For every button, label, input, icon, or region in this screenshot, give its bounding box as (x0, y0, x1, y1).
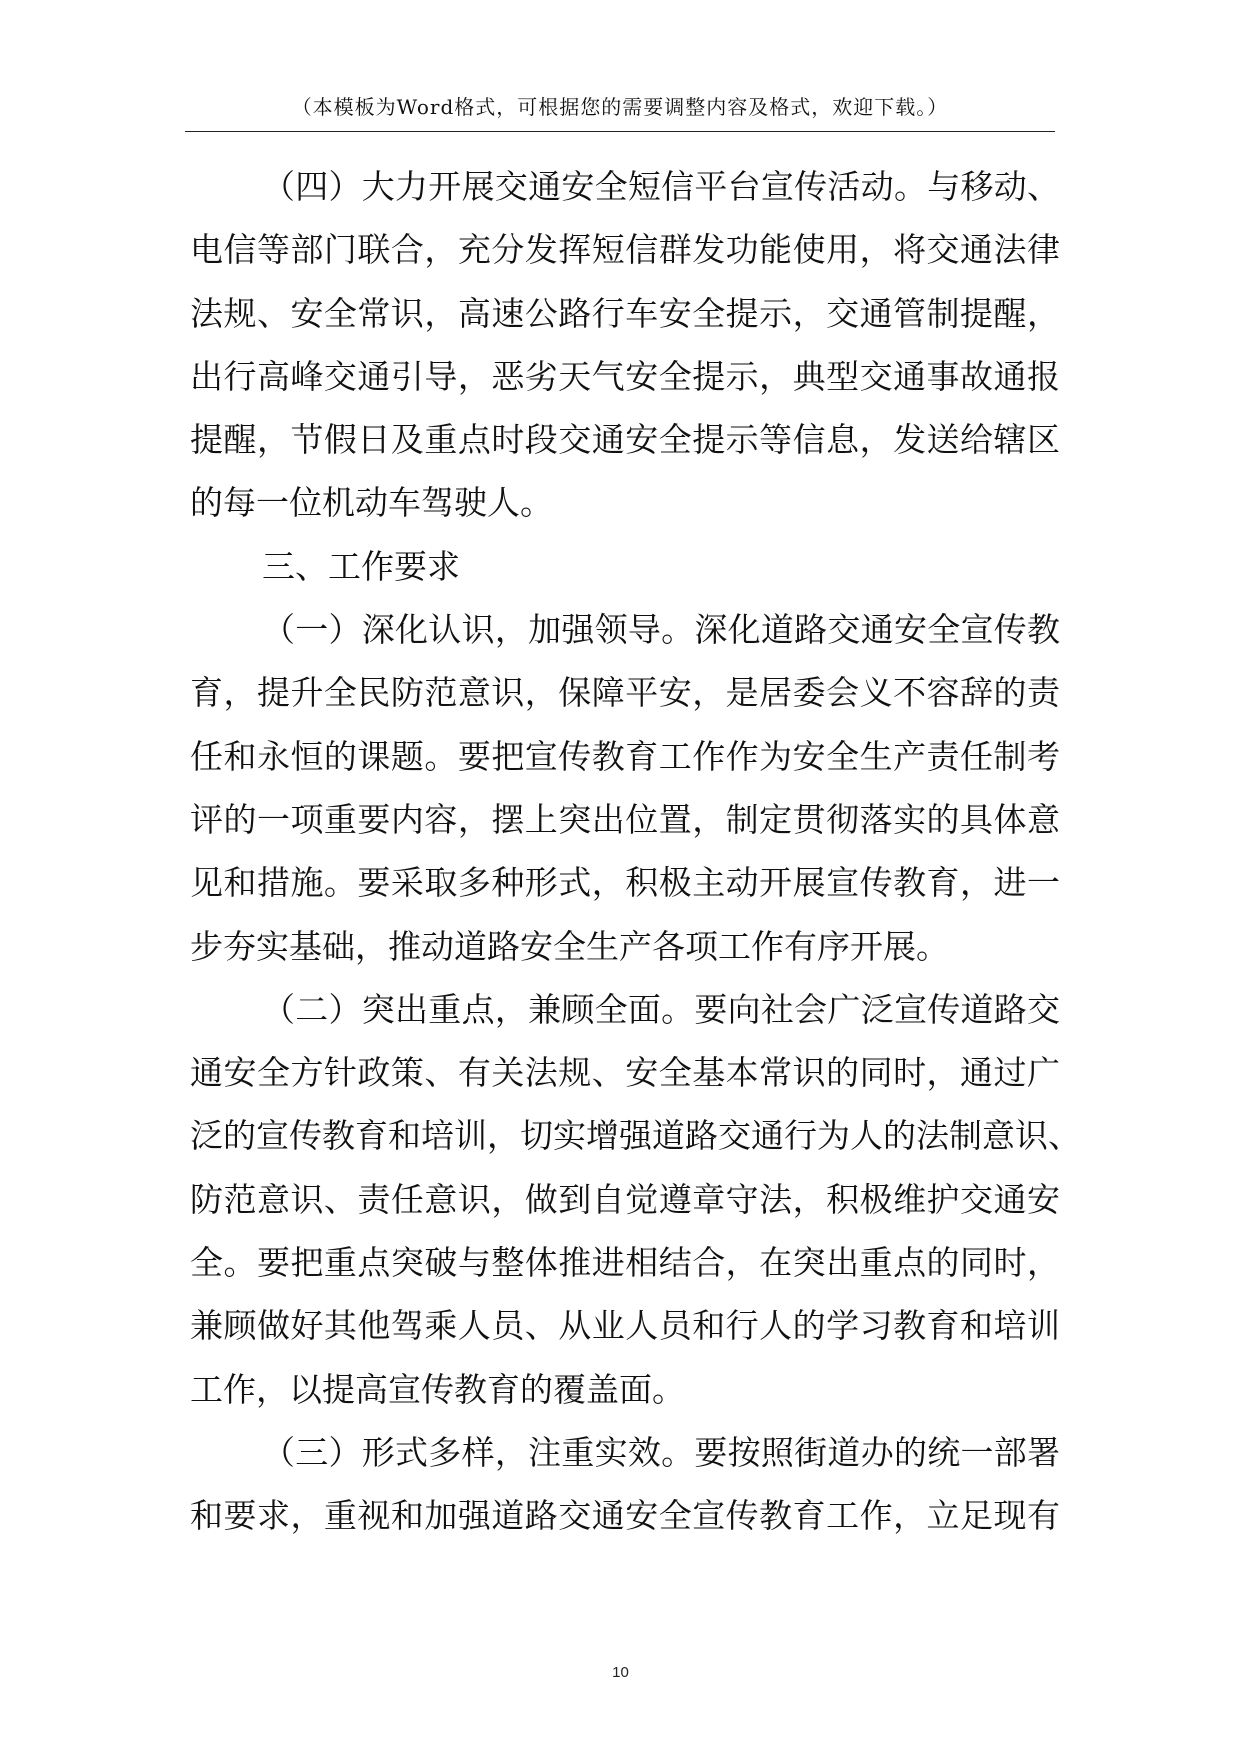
paragraph-1-line-6: 步夯实基础，推动道路安全生产各项工作有序开展。 (190, 926, 949, 966)
header-note: （本模板为Word格式，可根据您的需要调整内容及格式，欢迎下载。） (291, 95, 949, 119)
paragraph-4-line-2: 电信等部门联合，充分发挥短信群发功能使用，将交通法律 (190, 230, 1060, 270)
paragraph-2-line-1: （二）突出重点，兼顾全面。要向社会广泛宣传道路交 (262, 989, 1060, 1029)
paragraph-4-line-3: 法规、安全常识，高速公路行车安全提示，交通管制提醒， (190, 293, 1060, 333)
paragraph-1-line-1: （一）深化认识，加强领导。深化道路交通安全宣传教 (262, 610, 1060, 650)
paragraph-1-line-5: 见和措施。要采取多种形式，积极主动开展宣传教育，进一 (190, 863, 1060, 903)
page-number: 10 (612, 1664, 629, 1681)
paragraph-4-line-5: 提醒，节假日及重点时段交通安全提示等信息，发送给辖区 (190, 420, 1060, 460)
paragraph-2-line-4: 防范意识、责任意识，做到自觉遵章守法，积极维护交通安 (190, 1179, 1060, 1219)
paragraph-4-line-6: 的每一位机动车驾驶人。 (190, 483, 553, 523)
paragraph-3-line-2: 和要求，重视和加强道路交通安全宣传教育工作，立足现有 (190, 1496, 1060, 1536)
paragraph-3-line-1: （三）形式多样，注重实效。要按照街道办的统一部署 (262, 1432, 1060, 1472)
section-heading: 三、工作要求 (262, 546, 460, 586)
paragraph-2-line-6: 兼顾做好其他驾乘人员、从业人员和行人的学习教育和培训 (190, 1306, 1060, 1346)
paragraph-2-line-7: 工作，以提高宣传教育的覆盖面。 (190, 1369, 685, 1409)
header-divider (185, 131, 1055, 132)
paragraph-2-line-5: 全。要把重点突破与整体推进相结合，在突出重点的同时， (190, 1243, 1060, 1283)
paragraph-2-line-3: 泛的宣传教育和培训，切实增强道路交通行为人的法制意识、 (190, 1116, 1081, 1156)
paragraph-4-line-4: 出行高峰交通引导，恶劣天气安全提示，典型交通事故通报 (190, 356, 1060, 396)
paragraph-4-line-1: （四）大力开展交通安全短信平台宣传活动。与移动、 (262, 167, 1060, 206)
document-body (190, 155, 1081, 1548)
paragraph-1-line-2: 育，提升全民防范意识，保障平安，是居委会义不容辞的责 (190, 673, 1060, 713)
paragraph-1-line-4: 评的一项重要内容，摆上突出位置，制定贯彻落实的具体意 (190, 799, 1060, 839)
paragraph-1-line-3: 任和永恒的课题。要把宣传教育工作作为安全生产责任制考 (190, 736, 1060, 776)
paragraph-2-line-2: 通安全方针政策、有关法规、安全基本常识的同时，通过广 (190, 1053, 1060, 1093)
